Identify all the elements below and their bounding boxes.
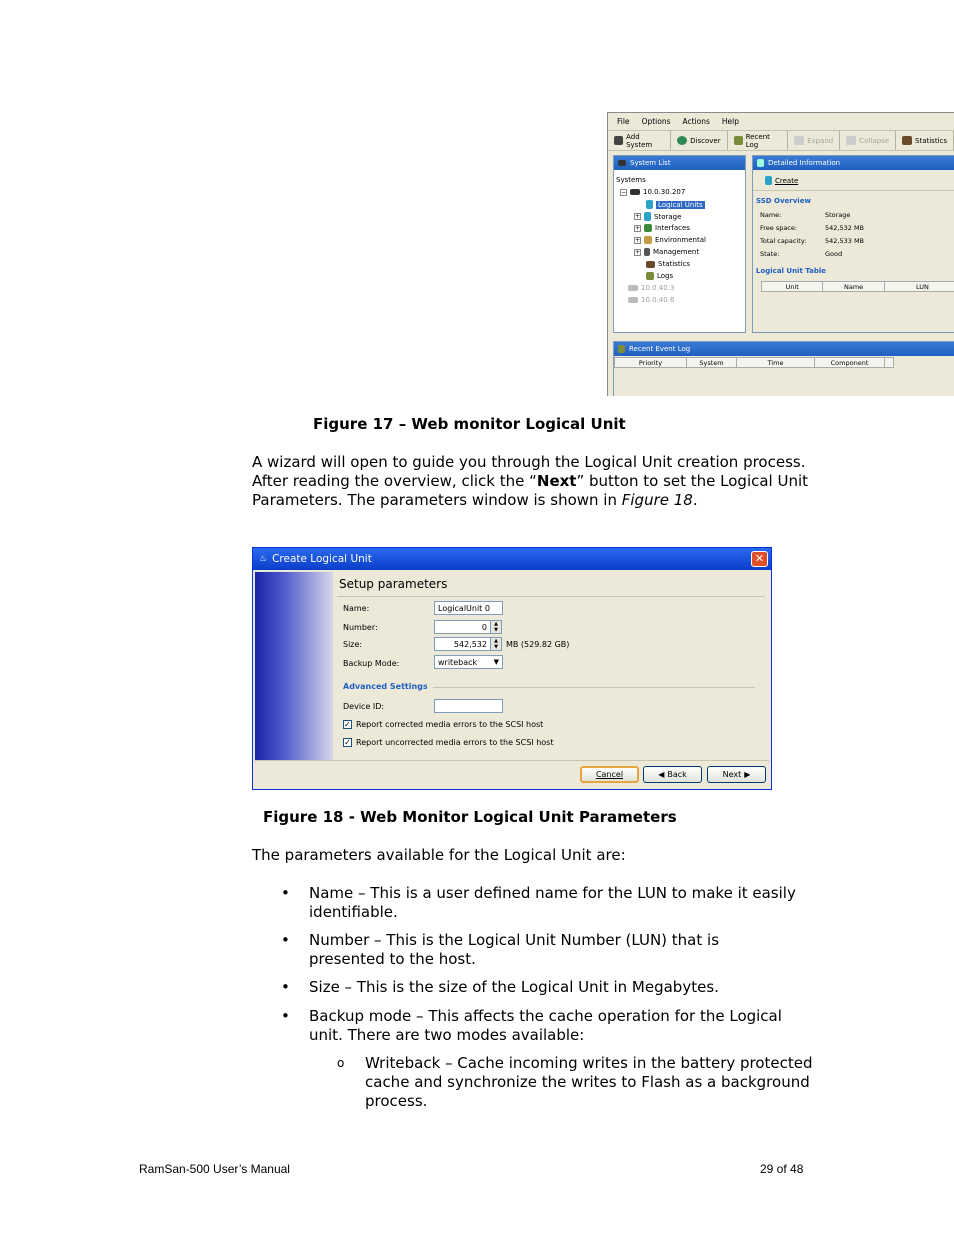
ssd-overview-title: SSD Overview [756, 197, 811, 205]
chart-icon [902, 136, 912, 145]
systems-root: Systems [616, 176, 646, 184]
overview-value: Good [825, 250, 843, 258]
dialog-titlebar [253, 548, 771, 570]
collapse-toggle-icon[interactable]: − [621, 188, 627, 196]
back-button[interactable]: ◀ Back [643, 766, 702, 783]
chart-icon [646, 261, 655, 268]
size-field[interactable]: 542,532 [434, 637, 491, 651]
overview-key: Name: [760, 211, 782, 219]
overview-value: 542,533 MB [825, 237, 865, 245]
expand-button[interactable]: Expand [788, 131, 840, 150]
lu-table-title: Logical Unit Table [756, 267, 826, 275]
number-label: Number: [343, 623, 378, 632]
server-icon [614, 136, 623, 145]
server-icon [628, 285, 638, 291]
dialog-body [333, 572, 769, 760]
recent-log-button[interactable]: Recent Log [728, 131, 788, 150]
collapse-icon [846, 136, 856, 145]
column-header[interactable]: Name [823, 282, 884, 291]
bullet-icon: • [281, 1007, 290, 1025]
close-button[interactable]: ✕ [751, 551, 768, 567]
name-field[interactable]: LogicalUnit 0 [434, 601, 503, 615]
tree-node-system-offline[interactable]: 10.0.40.6 [628, 296, 674, 304]
tree-node-logical-units[interactable]: Logical Units [646, 200, 705, 209]
add-system-button[interactable]: Add System [608, 131, 671, 150]
server-icon [630, 189, 640, 195]
interface-icon [644, 224, 652, 232]
tree-node-interfaces[interactable]: + Interfaces [635, 224, 690, 232]
collapse-button[interactable]: Collapse [840, 131, 896, 150]
expand-icon [794, 136, 804, 145]
overview-value: Storage [825, 211, 851, 219]
cancel-button[interactable]: Cancel [580, 766, 639, 783]
event-log-panel [613, 341, 954, 396]
disk-add-icon [765, 176, 772, 185]
wizard-side-banner [255, 572, 333, 760]
tree-node-system-offline[interactable]: 10.0.40.3 [628, 284, 674, 292]
tree-node-environmental[interactable]: + Environmental [635, 236, 706, 244]
expand-toggle-icon[interactable]: + [635, 224, 641, 232]
device-id-field[interactable] [434, 699, 503, 713]
menu-help[interactable]: Help [721, 116, 740, 126]
column-header[interactable]: Component [815, 358, 885, 367]
globe-icon [677, 136, 687, 145]
circle-bullet-icon: o [337, 1056, 345, 1070]
backup-mode-label: Backup Mode: [343, 659, 400, 668]
menu-options[interactable]: Options [641, 116, 671, 126]
arrow-left-icon: ◀ [658, 770, 665, 779]
column-header[interactable]: Unit [762, 282, 823, 291]
size-label: Size: [343, 640, 363, 649]
info-icon [757, 159, 764, 167]
menu-file[interactable]: File [617, 116, 630, 126]
expand-toggle-icon[interactable]: + [635, 213, 641, 220]
number-spinner[interactable]: ▲ ▼ [490, 620, 502, 634]
statistics-button[interactable]: Statistics [896, 131, 954, 150]
disk-icon [646, 200, 653, 209]
overview-value: 542,532 MB [825, 224, 865, 232]
event-log-header: Recent Event Log [614, 342, 954, 356]
divider [337, 596, 765, 597]
event-log-table-header [614, 357, 894, 368]
disk-icon [644, 212, 651, 221]
column-header[interactable]: LUN [915, 283, 929, 291]
detail-header: Detailed Information [753, 156, 954, 170]
column-header[interactable]: System [687, 358, 737, 367]
backup-mode-select[interactable]: writeback ▼ [434, 655, 503, 669]
figure17-caption: Figure 17 – Web monitor Logical Unit [313, 415, 626, 433]
footer-title: RamSan-500 User’s Manual [139, 1162, 290, 1176]
create-logical-unit-dialog [252, 547, 772, 790]
tree-node-statistics[interactable]: Statistics [646, 260, 690, 268]
wizard-paragraph: A wizard will open to guide you through the Logical Unit creation process. After reading the overview, click the “Next” button to set the Logical Unit Parameters. The parameters window is shown in Figure 18. [252, 453, 809, 509]
next-button[interactable]: Next ▶ [707, 766, 766, 783]
java-icon: ♨ [259, 554, 268, 564]
discover-button[interactable]: Discover [671, 131, 727, 150]
expand-toggle-icon[interactable]: + [635, 236, 641, 244]
report-uncorrected-checkbox[interactable]: ✓ Report uncorrected media errors to the SCSI host [344, 738, 554, 747]
number-field[interactable]: 0 [434, 620, 491, 634]
column-header[interactable]: Time [737, 358, 815, 367]
system-list-panel [613, 155, 746, 333]
overview-key: State: [760, 250, 780, 258]
thermometer-icon [644, 236, 652, 244]
web-monitor-screenshot [607, 112, 954, 396]
checkmark-icon: ✓ [344, 720, 351, 729]
tree-node-system[interactable]: − 10.0.30.207 [621, 188, 686, 196]
tree-node-logs[interactable]: Logs [646, 272, 673, 280]
parameters-intro: The parameters available for the Logical Unit are: [252, 846, 626, 864]
menu-actions[interactable]: Actions [682, 116, 710, 126]
button-bar [255, 760, 769, 788]
menu-bar [608, 113, 954, 129]
page-number: 29 of 48 [760, 1162, 804, 1176]
tree-node-management[interactable]: + Management [635, 248, 700, 256]
expand-toggle-icon[interactable]: + [635, 248, 641, 256]
size-unit-label: MB (529.82 GB) [506, 640, 570, 649]
device-id-label: Device ID: [343, 702, 385, 711]
chevron-down-icon: ▼ [493, 658, 499, 666]
create-button[interactable]: Create [765, 176, 798, 185]
toolbar [608, 130, 954, 151]
dialog-title: Create Logical Unit [272, 553, 372, 565]
bullet-icon: • [281, 978, 290, 996]
system-list-header: System List [614, 156, 745, 170]
figure18-caption: Figure 18 - Web Monitor Logical Unit Parameters [263, 808, 677, 826]
name-label: Name: [343, 604, 370, 613]
lu-table-header [761, 281, 954, 292]
report-corrected-checkbox[interactable]: ✓ Report corrected media errors to the SCSI host [344, 720, 544, 729]
arrow-right-icon: ▶ [744, 770, 751, 779]
log-icon [618, 345, 625, 353]
overview-key: Total capacity: [760, 237, 807, 245]
wrench-icon [644, 248, 650, 256]
detail-body [753, 190, 954, 330]
setup-heading: Setup parameters [339, 577, 448, 591]
log-icon [734, 136, 743, 145]
divider [433, 687, 755, 688]
size-spinner[interactable]: ▲ ▼ [490, 637, 502, 651]
server-icon [618, 160, 626, 166]
tree-node-storage[interactable]: + Storage [635, 212, 682, 221]
advanced-settings-title: Advanced Settings [343, 682, 428, 691]
log-icon [646, 272, 654, 280]
column-header[interactable]: Priority [615, 358, 687, 367]
server-icon [628, 297, 638, 303]
checkmark-icon: ✓ [344, 738, 351, 747]
bullet-icon: • [281, 884, 290, 902]
bullet-icon: • [281, 931, 290, 949]
detail-panel [752, 155, 954, 333]
overview-key: Free space: [760, 224, 798, 232]
